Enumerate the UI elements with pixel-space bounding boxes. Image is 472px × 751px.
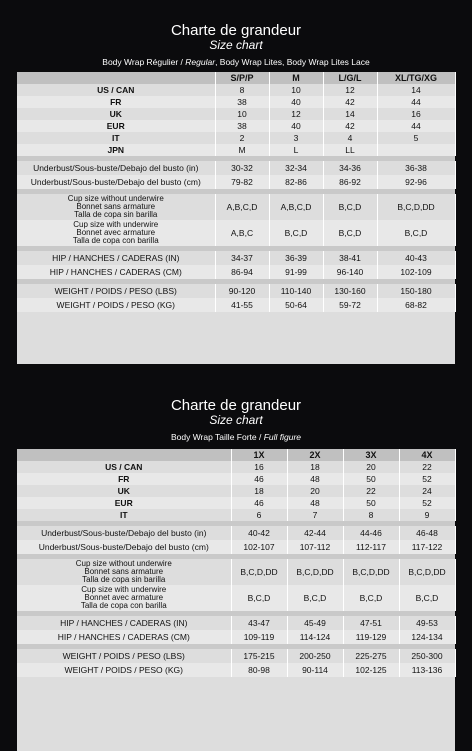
table-cell: 86-94: [215, 265, 269, 279]
table-row: [17, 265, 455, 279]
table-cell: B,C,D: [287, 585, 343, 611]
table-cell: 22: [399, 461, 455, 473]
row-label: UK: [17, 108, 215, 120]
table-cell: 36-38: [377, 161, 455, 175]
table-row: [17, 251, 455, 265]
table-cell: 7: [287, 509, 343, 521]
table-row: [17, 108, 455, 120]
cup-label-line: Bonnet sans armature: [84, 567, 164, 576]
row-label: [17, 585, 231, 611]
row-label: IT: [17, 509, 231, 521]
table-cell: 16: [231, 461, 287, 473]
table-cell: 124-134: [399, 630, 455, 644]
header-cell: S/P/P: [215, 72, 269, 84]
table-cell: 68-82: [377, 298, 455, 312]
header-cell: [17, 72, 215, 84]
table-row: [17, 461, 455, 473]
table-cell: M: [215, 144, 269, 156]
table-cell: 24: [399, 485, 455, 497]
table-row: [17, 509, 455, 521]
table-cell: 48: [287, 473, 343, 485]
table-cell: 200-250: [287, 649, 343, 663]
header-cell: 3X: [343, 449, 399, 461]
table-cell: 46-48: [399, 526, 455, 540]
table-cell: B,C,D: [323, 220, 377, 246]
table-cell: 110-140: [269, 284, 323, 298]
cup-label-line: Bonnet avec armature: [84, 593, 164, 602]
table-cell: 44: [377, 96, 455, 108]
cup-label-line: Bonnet avec armature: [76, 228, 156, 237]
table-cell: 8: [343, 509, 399, 521]
table-row: [17, 526, 455, 540]
table-cell: 38: [215, 120, 269, 132]
cup-label-line: Talla de copa con barilla: [72, 236, 159, 245]
table-row: [17, 284, 455, 298]
row-label: US / CAN: [17, 461, 231, 473]
table-cell: 225-275: [343, 649, 399, 663]
table-cell: 109-119: [231, 630, 287, 644]
table-cell: 44-46: [343, 526, 399, 540]
table-row: [17, 649, 455, 663]
table-cell: 49-53: [399, 616, 455, 630]
cup-label-line: Talla de copa con barilla: [80, 601, 167, 610]
table-cell: A,B,C,D: [269, 194, 323, 220]
row-label: WEIGHT / POIDS / PESO (LBS): [17, 649, 231, 663]
header-cell: [17, 449, 231, 461]
table-row: [17, 84, 455, 96]
table-cell: 4: [323, 132, 377, 144]
table-cell: A,B,C: [215, 220, 269, 246]
row-label: [17, 220, 215, 246]
cup-label-line: Talla de copa sin barilla: [82, 575, 166, 584]
table-cell: 175-215: [231, 649, 287, 663]
table-row: [17, 161, 455, 175]
table-cell: 102-125: [343, 663, 399, 677]
row-label: JPN: [17, 144, 215, 156]
table-cell: B,C,D,DD: [287, 559, 343, 585]
row-label: IT: [17, 132, 215, 144]
table-cell: 117-122: [399, 540, 455, 554]
table-cell: [377, 144, 455, 156]
table-cell: 34-37: [215, 251, 269, 265]
header-cell: 4X: [399, 449, 455, 461]
row-label: EUR: [17, 120, 215, 132]
table-cell: 90-114: [287, 663, 343, 677]
table-cell: 91-99: [269, 265, 323, 279]
table-cell: 40: [269, 120, 323, 132]
table-row: [17, 96, 455, 108]
table-cell: 102-109: [377, 265, 455, 279]
row-label: Underbust/Sous-buste/Debajo del busto (cm): [17, 540, 231, 554]
table-cell: L: [269, 144, 323, 156]
table-cell: 36-39: [269, 251, 323, 265]
row-label: Underbust/Sous-buste/Debajo del busto (in): [17, 161, 215, 175]
table-cell: 32-34: [269, 161, 323, 175]
row-label: HIP / HANCHES / CADERAS (IN): [17, 251, 215, 265]
row-label: Underbust/Sous-buste/Debajo del busto (cm): [17, 175, 215, 189]
table-cell: B,C,D,DD: [231, 559, 287, 585]
table-cell: 79-82: [215, 175, 269, 189]
table-cell: 130-160: [323, 284, 377, 298]
cup-label-line: Cup size with underwire: [81, 585, 167, 594]
cup-label-line: Cup size without underwire: [75, 559, 172, 568]
table-row: [17, 120, 455, 132]
table-cell: 92-96: [377, 175, 455, 189]
section-title: Charte de grandeur: [170, 22, 302, 39]
table-cell: 38-41: [323, 251, 377, 265]
table-cell: 52: [399, 497, 455, 509]
table-cell: 46: [231, 497, 287, 509]
table-header-row: [17, 72, 455, 84]
row-label: FR: [17, 96, 215, 108]
table-cell: B,C,D: [377, 220, 455, 246]
table-cell: 80-98: [231, 663, 287, 677]
table-cell: 96-140: [323, 265, 377, 279]
table-row: [17, 132, 455, 144]
table-cell: 42-44: [287, 526, 343, 540]
table-cell: 12: [269, 108, 323, 120]
size-chart-regular: [0, 0, 472, 310]
row-label: US / CAN: [17, 84, 215, 96]
table-cell: 20: [287, 485, 343, 497]
table-cell: 34-36: [323, 161, 377, 175]
table-cell: 47-51: [343, 616, 399, 630]
section-subtitle: Size chart: [209, 38, 263, 52]
table-cell: 48: [287, 497, 343, 509]
table-cell: 59-72: [323, 298, 377, 312]
table-cell: 42: [323, 120, 377, 132]
section-description: Body Wrap Taille Forte / Full figure: [170, 432, 302, 442]
cup-label-line: Cup size without underwire: [67, 194, 164, 203]
table-cell: 40: [269, 96, 323, 108]
table-cell: 12: [323, 84, 377, 96]
header-cell: L/G/L: [323, 72, 377, 84]
table-row: [17, 540, 455, 554]
cup-label-line: Talla de copa sin barilla: [74, 210, 158, 219]
table-cell: 3: [269, 132, 323, 144]
table-cell: 150-180: [377, 284, 455, 298]
cup-label-line: Cup size with underwire: [73, 220, 159, 229]
table-cell: 112-117: [343, 540, 399, 554]
table-cell: 10: [215, 108, 269, 120]
table-row: [17, 473, 455, 485]
table-cell: 45-49: [287, 616, 343, 630]
table-cell: 41-55: [215, 298, 269, 312]
table-cell: 250-300: [399, 649, 455, 663]
size-table-regular: [17, 72, 455, 364]
table-row: [17, 144, 455, 156]
table-cell: B,C,D,DD: [377, 194, 455, 220]
table-cell: B,C,D,DD: [399, 559, 455, 585]
table-cell: B,C,D: [231, 585, 287, 611]
row-label: UK: [17, 485, 231, 497]
table-cell: 2: [215, 132, 269, 144]
header-cell: 2X: [287, 449, 343, 461]
table-cell: 30-32: [215, 161, 269, 175]
row-label: HIP / HANCHES / CADERAS (CM): [17, 630, 231, 644]
table-cell: 14: [377, 84, 455, 96]
header-cell: M: [269, 72, 323, 84]
table-cell: 107-112: [287, 540, 343, 554]
table-row: [17, 298, 455, 312]
header-cell: XL/TG/XG: [377, 72, 455, 84]
section-title: Charte de grandeur: [170, 397, 302, 414]
table-cell: 40-42: [231, 526, 287, 540]
table-cell: 102-107: [231, 540, 287, 554]
table-row: [17, 663, 455, 677]
row-label: WEIGHT / POIDS / PESO (KG): [17, 663, 231, 677]
table-cell: 6: [231, 509, 287, 521]
table-cell: B,C,D,DD: [343, 559, 399, 585]
table-cell: 52: [399, 473, 455, 485]
table-cell: 42: [323, 96, 377, 108]
table-row: [17, 497, 455, 509]
row-label: WEIGHT / POIDS / PESO (KG): [17, 298, 215, 312]
row-label: [17, 194, 215, 220]
table-cell: 16: [377, 108, 455, 120]
table-cell: 50: [343, 473, 399, 485]
section-subtitle: Size chart: [209, 413, 263, 427]
table-cell: 43-47: [231, 616, 287, 630]
table-cell: 9: [399, 509, 455, 521]
table-cell: B,C,D: [269, 220, 323, 246]
table-cell: B,C,D: [323, 194, 377, 220]
table-cell: 20: [343, 461, 399, 473]
row-label: EUR: [17, 497, 231, 509]
table-cell: 86-92: [323, 175, 377, 189]
table-cell: 38: [215, 96, 269, 108]
table-cell: 18: [287, 461, 343, 473]
size-table-full-figure: [17, 449, 455, 751]
header-cell: 1X: [231, 449, 287, 461]
table-cell: LL: [323, 144, 377, 156]
row-label: WEIGHT / POIDS / PESO (LBS): [17, 284, 215, 298]
table-row: [17, 220, 455, 246]
table-cell: 113-136: [399, 663, 455, 677]
table-cell: 14: [323, 108, 377, 120]
table-row: [17, 559, 455, 585]
table-cell: B,C,D: [343, 585, 399, 611]
row-label: FR: [17, 473, 231, 485]
row-label: Underbust/Sous-buste/Debajo del busto (in): [17, 526, 231, 540]
table-cell: 18: [231, 485, 287, 497]
row-label: [17, 559, 231, 585]
table-cell: 50-64: [269, 298, 323, 312]
table-row: [17, 175, 455, 189]
table-cell: 119-129: [343, 630, 399, 644]
table-cell: 5: [377, 132, 455, 144]
table-row: [17, 616, 455, 630]
table-cell: 8: [215, 84, 269, 96]
table-cell: 50: [343, 497, 399, 509]
table-cell: A,B,C,D: [215, 194, 269, 220]
cup-label-line: Bonnet sans armature: [76, 202, 156, 211]
table-cell: B,C,D: [399, 585, 455, 611]
row-label: HIP / HANCHES / CADERAS (CM): [17, 265, 215, 279]
table-cell: 10: [269, 84, 323, 96]
table-row: [17, 630, 455, 644]
table-cell: 114-124: [287, 630, 343, 644]
size-chart-full-figure: [0, 388, 472, 675]
table-cell: 46: [231, 473, 287, 485]
section-description: Body Wrap Régulier / Regular, Body Wrap Lites, Body Wrap Lites Lace: [102, 57, 370, 67]
table-row: [17, 194, 455, 220]
table-header-row: [17, 449, 455, 461]
table-cell: 90-120: [215, 284, 269, 298]
table-row: [17, 485, 455, 497]
table-cell: 44: [377, 120, 455, 132]
table-cell: 82-86: [269, 175, 323, 189]
row-label: HIP / HANCHES / CADERAS (IN): [17, 616, 231, 630]
table-cell: 40-43: [377, 251, 455, 265]
table-cell: 22: [343, 485, 399, 497]
table-row: [17, 585, 455, 611]
